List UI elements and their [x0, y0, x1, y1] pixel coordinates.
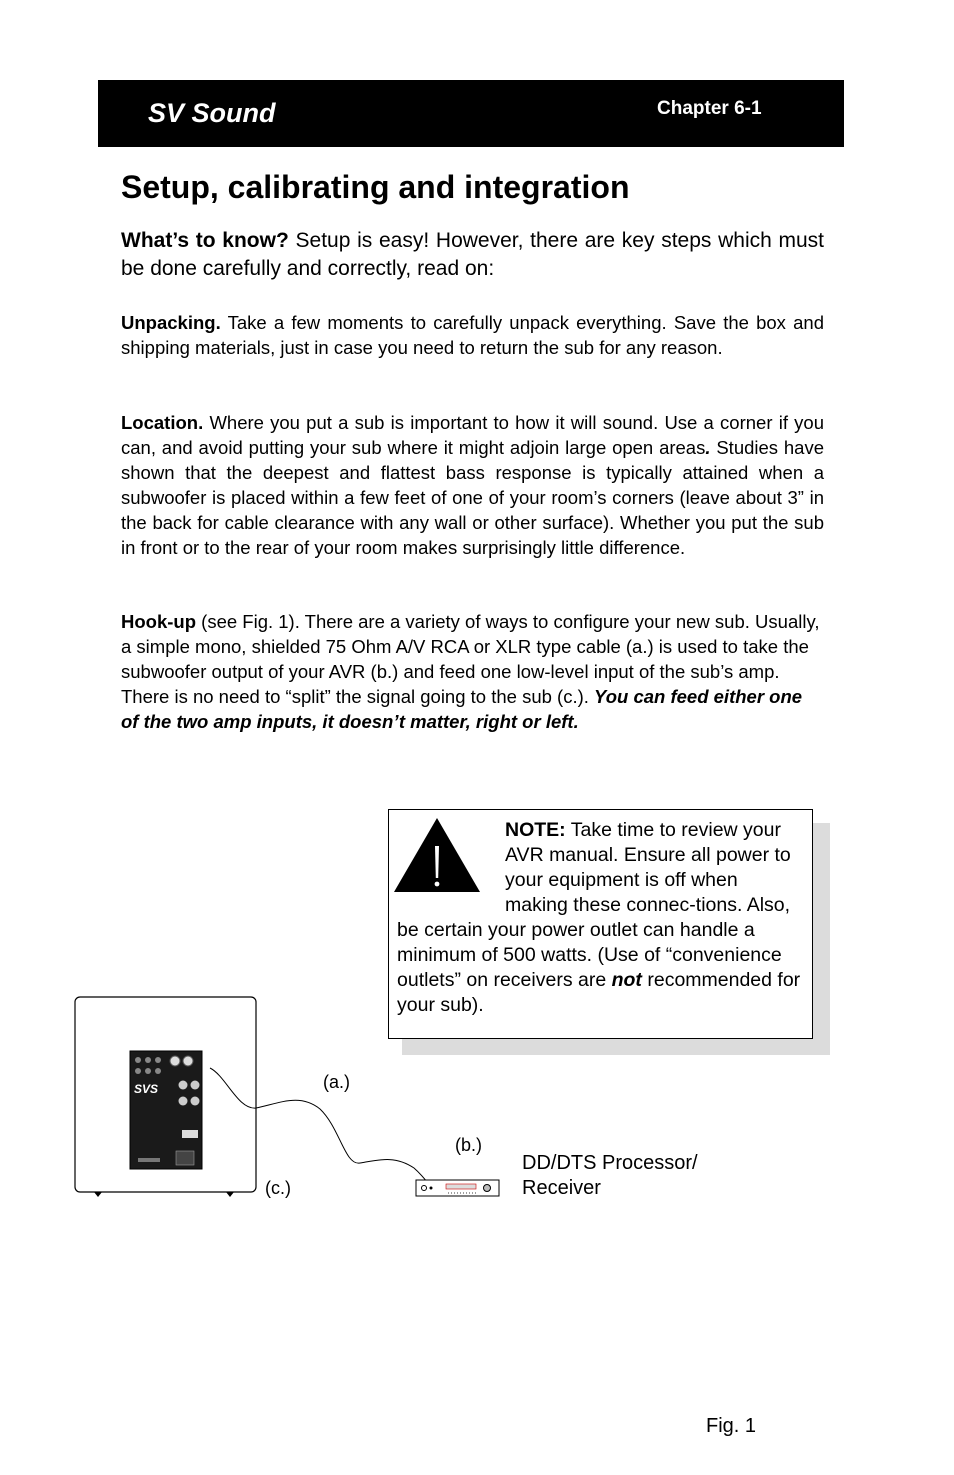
unpacking-text: Take a few moments to carefully unpack everything. Save the box and shipping materials, just in case you need to return the sub for any reason. — [121, 312, 824, 358]
location-text-1: Where you put a sub is important to how it will sound. Use a corner if you can, and avoid putting your sub where it might adjoin large open areas — [121, 412, 824, 458]
chapter-number: Chapter 6-1 — [657, 98, 762, 119]
processor-label-line-2: Receiver — [522, 1177, 601, 1199]
page-title: Setup, calibrating and integration — [121, 169, 630, 205]
unpacking-lead: Unpacking. — [121, 312, 221, 333]
note-text-2: recommended for your sub). — [397, 969, 801, 1016]
brand-name: SV Sound — [148, 98, 276, 128]
amplifier-panel — [130, 1051, 202, 1169]
hookup-lead: Hook-up — [121, 611, 197, 632]
note-text-1: Take time to review your AVR manual. Ensure all power to your equipment is off when making these connec-tions. Also, be certain your power outlet can handle a minimum of 500 watts. (Use of “convenience outlets” on receivers are — [397, 819, 791, 991]
label-c: (c.) — [265, 1178, 291, 1198]
receiver-unit — [416, 1180, 499, 1196]
hookup-text: (see Fig. 1). There are a variety of ways to configure your new sub. Usually, a simple mono, shielded 75 Ohm A/V RCA or XLR type cable (a.) is used to take the subwoofer output of your AVR (b.) and feed one low-level input of the sub’s amp. There is no need to “split” the signal going to the sub (c.). — [121, 611, 820, 707]
intro-text: Setup is easy! However, there are key steps which must be done carefully and correctly, read on: — [121, 229, 825, 280]
processor-label — [522, 1151, 698, 1201]
processor-label-line-1: DD/DTS Processor/ — [522, 1152, 698, 1174]
amp-logo: SVS — [134, 1082, 159, 1096]
label-b: (b.) — [455, 1135, 482, 1155]
hookup-emphasis: You can feed either one of the two amp inputs, it doesn’t matter, right or left. — [121, 686, 803, 732]
note-emphasis: not — [611, 969, 642, 991]
intro-lead: What’s to know? — [121, 229, 289, 252]
label-a: (a.) — [323, 1072, 350, 1092]
location-period: . — [705, 437, 711, 458]
location-text-2: Studies have shown that the deepest and flattest bass response is typically attained when a subwoofer is placed within a few feet of one of your room’s corners (leave about 3” in the back for cable clearance with any wall or other surface). Whether you put the sub in front or to the rear of your room makes surprisingly little difference. — [121, 437, 825, 558]
note-lead: NOTE: — [505, 819, 566, 841]
location-lead: Location. — [121, 412, 204, 433]
figure-caption: Fig. 1 — [706, 1415, 757, 1437]
